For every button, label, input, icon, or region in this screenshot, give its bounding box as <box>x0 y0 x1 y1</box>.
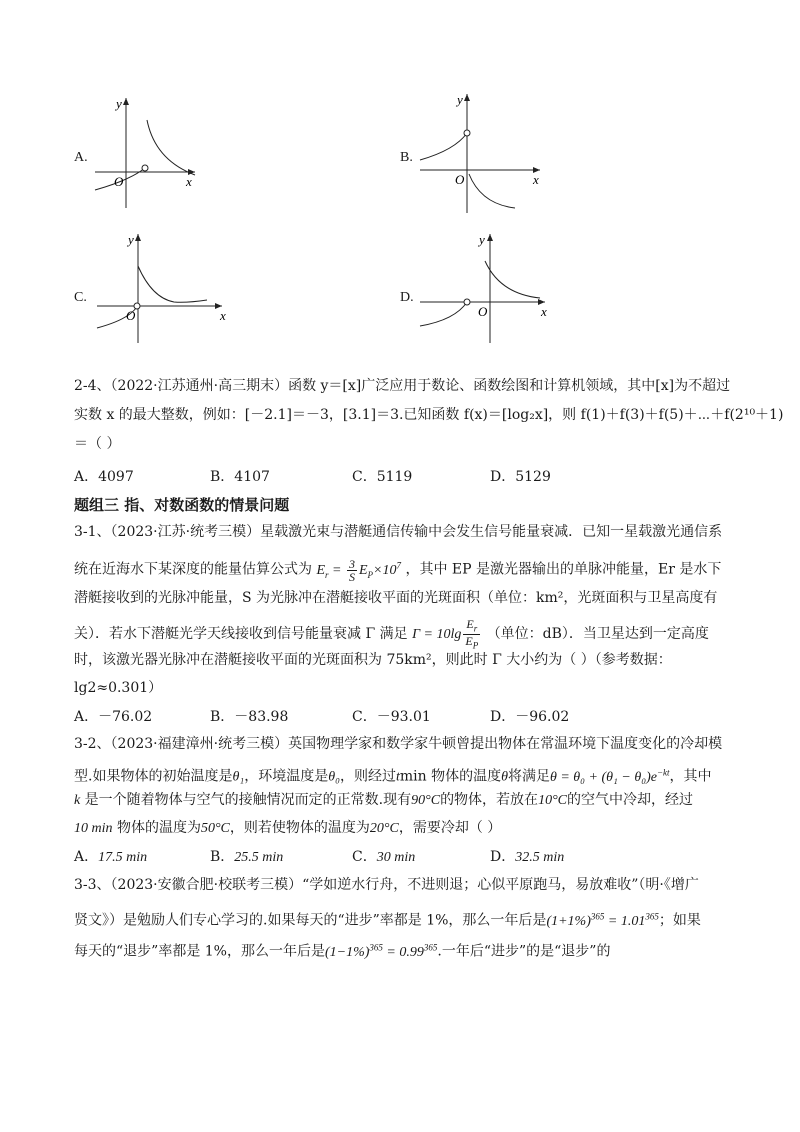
q31-option-c[interactable]: C．－93.01 <box>352 709 431 725</box>
q32-temp10: 10°C <box>538 793 567 808</box>
graph-a-x-label: x <box>186 174 192 189</box>
graph-c-y-label: y <box>128 232 134 247</box>
q33-formula2: $(1-1\%)^{365} = 0.99^{365}$ <box>324 942 438 960</box>
group3-heading: 题组三 指、对数函数的情景问题 <box>74 496 290 514</box>
graph-c <box>92 228 242 348</box>
q24-option-c[interactable]: C．5119 <box>352 469 413 485</box>
graph-b-y-label: y <box>457 92 463 107</box>
graph-d-label: D. <box>400 290 414 305</box>
graph-d <box>415 228 565 348</box>
q31-option-d[interactable]: D．－96.02 <box>490 709 570 725</box>
graph-b <box>415 88 565 218</box>
q31-line4 <box>74 618 709 652</box>
graph-d-origin: O <box>478 304 488 319</box>
q32-theta1: θ₁ <box>232 769 245 785</box>
q33-line1: 3-3、（2023·安徽合肥·校联考三模）“学如逆水行舟，不进则退；心似平原跑马，易放难收”（明·《增广 <box>74 877 699 893</box>
q31-formula2: Γ = 10lg $\frac{E_r}{E_P}$ <box>412 617 479 651</box>
q31-line2-post: ，其中 EP 是激光器输出的单脉冲能量，Er 是水下 <box>405 561 722 578</box>
q24-option-a[interactable]: A．4097 <box>74 469 134 485</box>
graph-a-label: A. <box>74 150 88 165</box>
q32-line4: 10 min 物体的温度为50°C，则若使物体的温度为20°C，需要冷却（ ） <box>74 820 502 836</box>
graph-d-y-label: y <box>479 232 485 247</box>
q31-line5: 时，该激光器光脉冲在潜艇接收平面的光斑面积为 75km²，则此时 Γ 大小约为（ ）（参考数据： <box>74 652 672 668</box>
q32-line3: k 是一个随着物体与空气的接触情况而定的正常数.现有90°C的物体，若放在10°C的空气中冷却，经过 <box>74 792 693 808</box>
q33-line3: 每天的“退步”率都是 1%，那么一年后是$(1-1\%)^{365} = 0.99^{365}$.一年后“进步”的是“退步”的 <box>74 942 611 960</box>
q31-line6: lg2≈0.301） <box>74 680 163 696</box>
q24-line2: 实数 x 的最大整数，例如：[－2.1]＝－3，[3.1]＝3.已知函数 f(x)＝[log₂x]，则 f(1)＋f(3)＋f(5)＋⋯＋f(2¹⁰＋1) <box>74 407 784 423</box>
q31-line3: 潜艇接收到的光脉冲能量，S 为光脉冲在潜艇接收平面的光斑面积（单位：km²，光斑面积与卫星高度有 <box>74 590 718 606</box>
graph-a-y-label: y <box>116 96 122 111</box>
q31-formula1: $E_r$ = $\frac{3}{S}$ $E_P\times 10^7$ <box>316 556 401 584</box>
q24-line1: 2-4、（2022·江苏通州·高三期末）函数 y＝[x]广泛应用于数论、函数绘图和计算机领域，其中[x]为不超过 <box>74 378 731 394</box>
graph-b-x-label: x <box>533 172 539 187</box>
graph-c-label: C. <box>74 290 87 305</box>
q33-line2: 贤文》）是勉励人们专心学习的.如果每天的“进步”率都是 1%，那么一年后是$(1+1\%)^{365} = 1.01^{365}$；如果 <box>74 911 701 929</box>
q24-option-b[interactable]: B．4107 <box>210 469 270 485</box>
q32-formula: $\theta = \theta_0 + (\theta_1 - \theta_0)e^{-kt}$ <box>549 767 670 785</box>
graph-a <box>90 90 210 210</box>
q31-line4-post: （单位：dB）．当卫星达到一定高度 <box>486 626 709 643</box>
q32-option-d[interactable]: D．32.5 min <box>490 849 565 865</box>
graph-b-label: B. <box>400 150 413 165</box>
graph-c-x-label: x <box>220 308 226 323</box>
q32-temp90: 90°C <box>411 793 441 808</box>
q32-temp50: 50°C <box>200 821 230 836</box>
q32-line2: 型.如果物体的初始温度是θ₁，环境温度是θ₀，则经过tmin 物体的温度θ将满足$\theta = \theta_0 + (\theta_1 - \theta_0)e^{-kt}$，其中 <box>74 767 712 785</box>
q31-line1: 3-1、（2023·江苏·统考三模）星载激光束与潜艇通信传输中会发生信号能量衰减．已知一星载激光通信系 <box>74 524 723 540</box>
q32-theta0: θ₀ <box>328 769 340 785</box>
graph-d-x-label: x <box>541 304 547 319</box>
graph-c-origin: O <box>126 308 136 323</box>
q32-line1: 3-2、（2023·福建漳州·统考三模）英国物理学家和数学家牛顿曾提出物体在常温环境下温度变化的冷却模 <box>74 736 723 752</box>
q31-option-a[interactable]: A．－76.02 <box>74 709 153 725</box>
q31-line2-pre: 统在近海水下某深度的能量估算公式为 <box>74 561 312 578</box>
q32-temp20: 20°C <box>369 821 399 836</box>
q24-option-d[interactable]: D．5129 <box>490 469 551 485</box>
graph-a-origin: O <box>114 174 124 189</box>
q32-option-b[interactable]: B．25.5 min <box>210 849 284 865</box>
q32-theta: θ <box>501 769 508 785</box>
q32-t: t <box>395 769 400 785</box>
q31-line4-pre: 关）．若水下潜艇光学天线接收到信号能量衰减 Γ 满足 <box>74 626 408 643</box>
q24-line3: ＝（ ） <box>74 436 121 452</box>
q31-option-b[interactable]: B．－83.98 <box>210 709 289 725</box>
q32-option-c[interactable]: C．30 min <box>352 849 416 865</box>
q33-formula1: $(1+1\%)^{365} = 1.01^{365}$ <box>546 911 659 929</box>
q31-line2 <box>74 555 721 584</box>
q32-option-a[interactable]: A．17.5 min <box>74 849 148 865</box>
graph-b-origin: O <box>455 172 465 187</box>
